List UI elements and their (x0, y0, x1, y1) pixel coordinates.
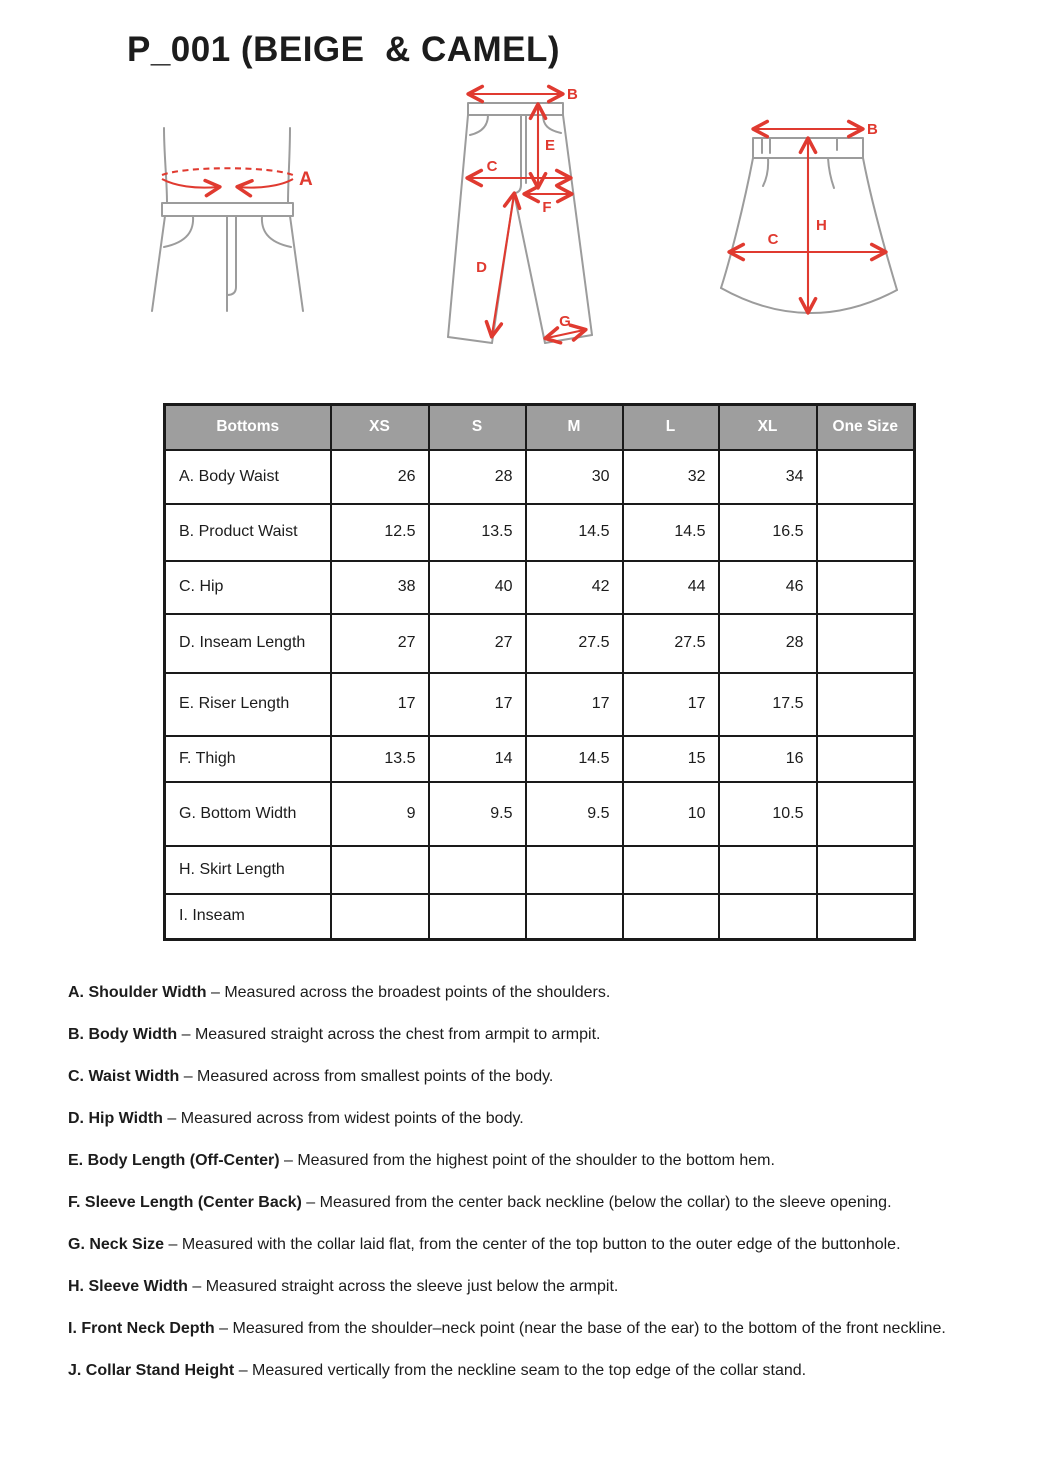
row-label: E. Riser Length (165, 673, 331, 736)
table-row (165, 736, 915, 782)
size-value-cell: 14.5 (526, 504, 623, 561)
definition-term: C. Waist Width (68, 1068, 180, 1085)
label-a: A (299, 169, 313, 191)
page-title: P_001 (BEIGE & CAMEL) (127, 30, 561, 69)
pants-measurement-diagram (435, 82, 610, 357)
waist-measurement-diagram (140, 105, 330, 325)
label-c: C (486, 157, 498, 175)
size-value-cell: 38 (331, 561, 429, 614)
definition-text: – Measured straight across the sleeve just below the armpit. (192, 1278, 619, 1295)
definition-item (68, 1276, 948, 1298)
label-b: B (567, 85, 578, 103)
size-value-cell (817, 782, 915, 846)
definition-term: H. Sleeve Width (68, 1278, 188, 1295)
size-value-cell: 28 (429, 450, 526, 504)
size-value-cell: 9.5 (526, 782, 623, 846)
size-value-cell (719, 894, 817, 940)
column-header: XL (719, 405, 817, 450)
definition-term: G. Neck Size (68, 1236, 165, 1253)
size-value-cell (623, 894, 719, 940)
size-value-cell (817, 450, 915, 504)
column-header: S (429, 405, 526, 450)
size-value-cell: 14.5 (526, 736, 623, 782)
size-value-cell: 32 (623, 450, 719, 504)
label-e: E (545, 136, 556, 154)
size-value-cell (817, 894, 915, 940)
row-label: G. Bottom Width (165, 782, 331, 846)
definition-item (68, 1360, 948, 1382)
table-row (165, 846, 915, 894)
label-c: C (767, 230, 779, 248)
size-value-cell (817, 736, 915, 782)
column-header: L (623, 405, 719, 450)
size-value-cell: 10 (623, 782, 719, 846)
size-value-cell: 28 (719, 614, 817, 673)
size-value-cell (817, 673, 915, 736)
size-value-cell (526, 894, 623, 940)
row-label: H. Skirt Length (165, 846, 331, 894)
definition-text: – Measured straight across the chest from armpit to armpit. (181, 1026, 601, 1043)
table-body (165, 450, 915, 940)
size-value-cell: 26 (331, 450, 429, 504)
label-b: B (867, 120, 878, 138)
size-value-cell: 30 (526, 450, 623, 504)
definition-item (68, 1066, 948, 1088)
table-row (165, 782, 915, 846)
definition-text: – Measured across the broadest points of the shoulders. (210, 984, 611, 1001)
size-value-cell: 9 (331, 782, 429, 846)
definition-item (68, 1234, 948, 1256)
pants-measure-arrows (469, 86, 584, 338)
skirt-measure-arrows (731, 121, 884, 311)
size-value-cell: 17 (429, 673, 526, 736)
size-value-cell: 10.5 (719, 782, 817, 846)
waist-arrow-a (162, 168, 313, 190)
size-value-cell (331, 894, 429, 940)
waist-garment-outline (152, 128, 303, 311)
row-label: C. Hip (165, 561, 331, 614)
row-label: A. Body Waist (165, 450, 331, 504)
table-row (165, 614, 915, 673)
size-value-cell (817, 561, 915, 614)
skirt-measurement-diagram (718, 110, 903, 335)
definition-text: – Measured from the shoulder–neck point (near the base of the ear) to the bottom of the front neckline. (219, 1320, 946, 1337)
size-value-cell: 17 (331, 673, 429, 736)
size-value-cell: 34 (719, 450, 817, 504)
measurement-definitions (68, 982, 948, 1402)
size-value-cell: 46 (719, 561, 817, 614)
size-value-cell: 27.5 (526, 614, 623, 673)
definition-text: – Measured across from smallest points of the body. (183, 1068, 554, 1085)
size-value-cell (526, 846, 623, 894)
row-label: I. Inseam (165, 894, 331, 940)
size-value-cell: 16.5 (719, 504, 817, 561)
definition-text: – Measured from the highest point of the shoulder to the bottom hem. (284, 1152, 775, 1169)
size-value-cell: 44 (623, 561, 719, 614)
table-row (165, 450, 915, 504)
table-header-row (165, 405, 915, 450)
size-value-cell (719, 846, 817, 894)
definition-item (68, 1150, 948, 1172)
size-value-cell (429, 894, 526, 940)
column-header: M (526, 405, 623, 450)
definition-text: – Measured across from widest points of the body. (167, 1110, 524, 1127)
definition-text: – Measured from the center back neckline (below the collar) to the sleeve opening. (306, 1194, 892, 1211)
label-f: F (542, 198, 552, 216)
table-row (165, 894, 915, 940)
size-value-cell (817, 504, 915, 561)
size-value-cell: 42 (526, 561, 623, 614)
size-value-cell: 27.5 (623, 614, 719, 673)
label-h: H (816, 216, 827, 234)
table-row (165, 561, 915, 614)
size-value-cell: 27 (331, 614, 429, 673)
label-g: G (559, 312, 571, 330)
pants-garment-outline (448, 103, 592, 343)
size-value-cell: 17.5 (719, 673, 817, 736)
table-row (165, 673, 915, 736)
size-value-cell: 14 (429, 736, 526, 782)
column-header: One Size (817, 405, 915, 450)
row-label: F. Thigh (165, 736, 331, 782)
skirt-garment-outline (721, 138, 897, 313)
size-value-cell: 17 (526, 673, 623, 736)
size-value-cell: 13.5 (331, 736, 429, 782)
size-value-cell: 12.5 (331, 504, 429, 561)
size-value-cell (331, 846, 429, 894)
label-d: D (476, 258, 487, 276)
definition-item (68, 1024, 948, 1046)
definition-item (68, 1318, 948, 1340)
definition-term: F. Sleeve Length (Center Back) (68, 1194, 302, 1211)
size-value-cell: 14.5 (623, 504, 719, 561)
definition-text: – Measured with the collar laid flat, from the center of the top button to the outer edge of the buttonhole. (168, 1236, 901, 1253)
definition-text: – Measured vertically from the neckline seam to the top edge of the collar stand. (238, 1362, 807, 1379)
definition-item (68, 1108, 948, 1130)
size-value-cell: 17 (623, 673, 719, 736)
size-value-cell (817, 846, 915, 894)
definition-item (68, 1192, 948, 1214)
column-header: Bottoms (165, 405, 331, 450)
size-chart-table (163, 403, 916, 941)
size-value-cell: 27 (429, 614, 526, 673)
size-value-cell: 9.5 (429, 782, 526, 846)
row-label: B. Product Waist (165, 504, 331, 561)
size-value-cell: 16 (719, 736, 817, 782)
definition-term: A. Shoulder Width (68, 984, 207, 1001)
definition-term: J. Collar Stand Height (68, 1362, 235, 1379)
size-value-cell: 15 (623, 736, 719, 782)
definition-item (68, 982, 948, 1004)
definition-term: B. Body Width (68, 1026, 178, 1043)
size-value-cell (817, 614, 915, 673)
size-value-cell: 40 (429, 561, 526, 614)
definition-term: E. Body Length (Off-Center) (68, 1152, 280, 1169)
size-value-cell: 13.5 (429, 504, 526, 561)
column-header: XS (331, 405, 429, 450)
definition-term: D. Hip Width (68, 1110, 163, 1127)
row-label: D. Inseam Length (165, 614, 331, 673)
table-row (165, 504, 915, 561)
size-value-cell (429, 846, 526, 894)
size-value-cell (623, 846, 719, 894)
definition-term: I. Front Neck Depth (68, 1320, 215, 1337)
